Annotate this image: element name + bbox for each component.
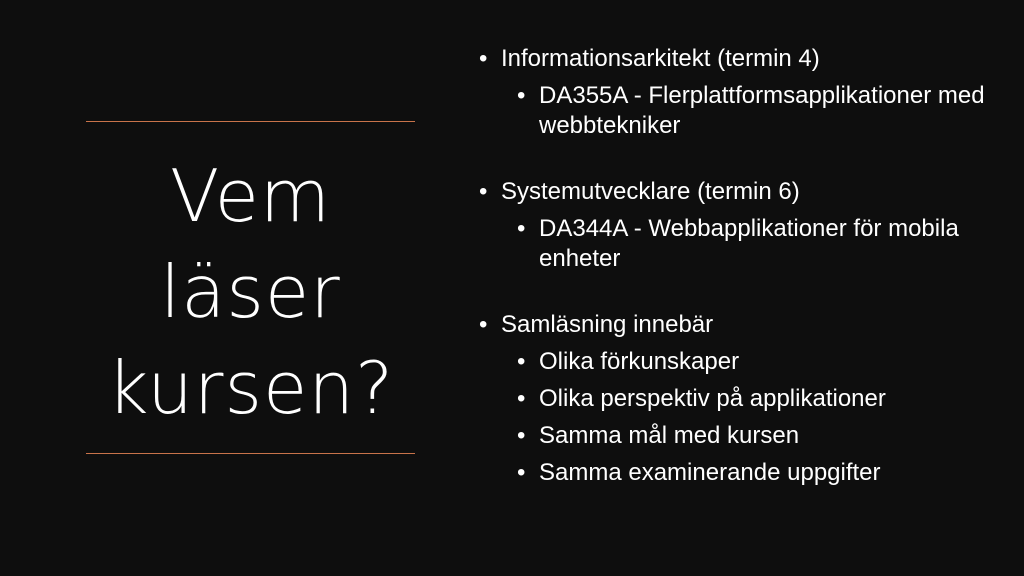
sub-bullet-item	[517, 214, 1009, 274]
sub-bullet-list	[479, 81, 1009, 141]
title-line: läser	[160, 250, 341, 334]
bullet-text: Informationsarkitekt (termin 4)	[501, 45, 820, 72]
bullet-icon: •	[517, 82, 526, 109]
bullet-group	[479, 310, 1009, 488]
bullet-icon: •	[517, 459, 526, 486]
bullet-list	[479, 44, 1009, 488]
bullet-group	[479, 44, 1009, 141]
bullet-text: Samläsning innebär	[501, 311, 714, 338]
bullet-item	[479, 310, 1009, 340]
bullet-text: Olika perspektiv på applikationer	[539, 385, 886, 412]
bullet-item	[479, 44, 1009, 74]
bullet-icon: •	[517, 422, 526, 449]
bullet-text: Systemutvecklare (termin 6)	[501, 178, 800, 205]
bullet-text: Samma examinerande uppgifter	[539, 459, 881, 486]
sub-bullet-item	[517, 384, 1009, 414]
sub-bullet-item	[517, 347, 1009, 377]
sub-bullet-item	[517, 81, 1009, 141]
sub-bullet-list	[479, 214, 1009, 274]
sub-bullet-list	[479, 347, 1009, 488]
title-line: kursen?	[106, 346, 395, 430]
bullet-icon: •	[517, 215, 526, 242]
title-divider-bottom	[86, 453, 415, 454]
title-line: Vem	[169, 154, 332, 238]
bullet-icon: •	[479, 45, 488, 72]
bullet-item	[479, 177, 1009, 207]
sub-bullet-item	[517, 421, 1009, 451]
bullet-icon: •	[479, 178, 488, 205]
bullet-icon: •	[517, 348, 526, 375]
bullet-text: DA355A - Flerplattformsapplikationer med webbtekniker	[539, 82, 985, 139]
bullet-text: Olika förkunskaper	[539, 348, 740, 375]
title-divider-top	[86, 121, 415, 122]
bullet-icon: •	[517, 385, 526, 412]
bullet-group	[479, 177, 1009, 274]
bullet-text: Samma mål med kursen	[539, 422, 800, 449]
bullet-text: DA344A - Webbapplikationer för mobila enheter	[539, 215, 959, 272]
slide-title	[86, 148, 415, 436]
bullet-icon: •	[479, 311, 488, 338]
sub-bullet-item	[517, 458, 1009, 488]
